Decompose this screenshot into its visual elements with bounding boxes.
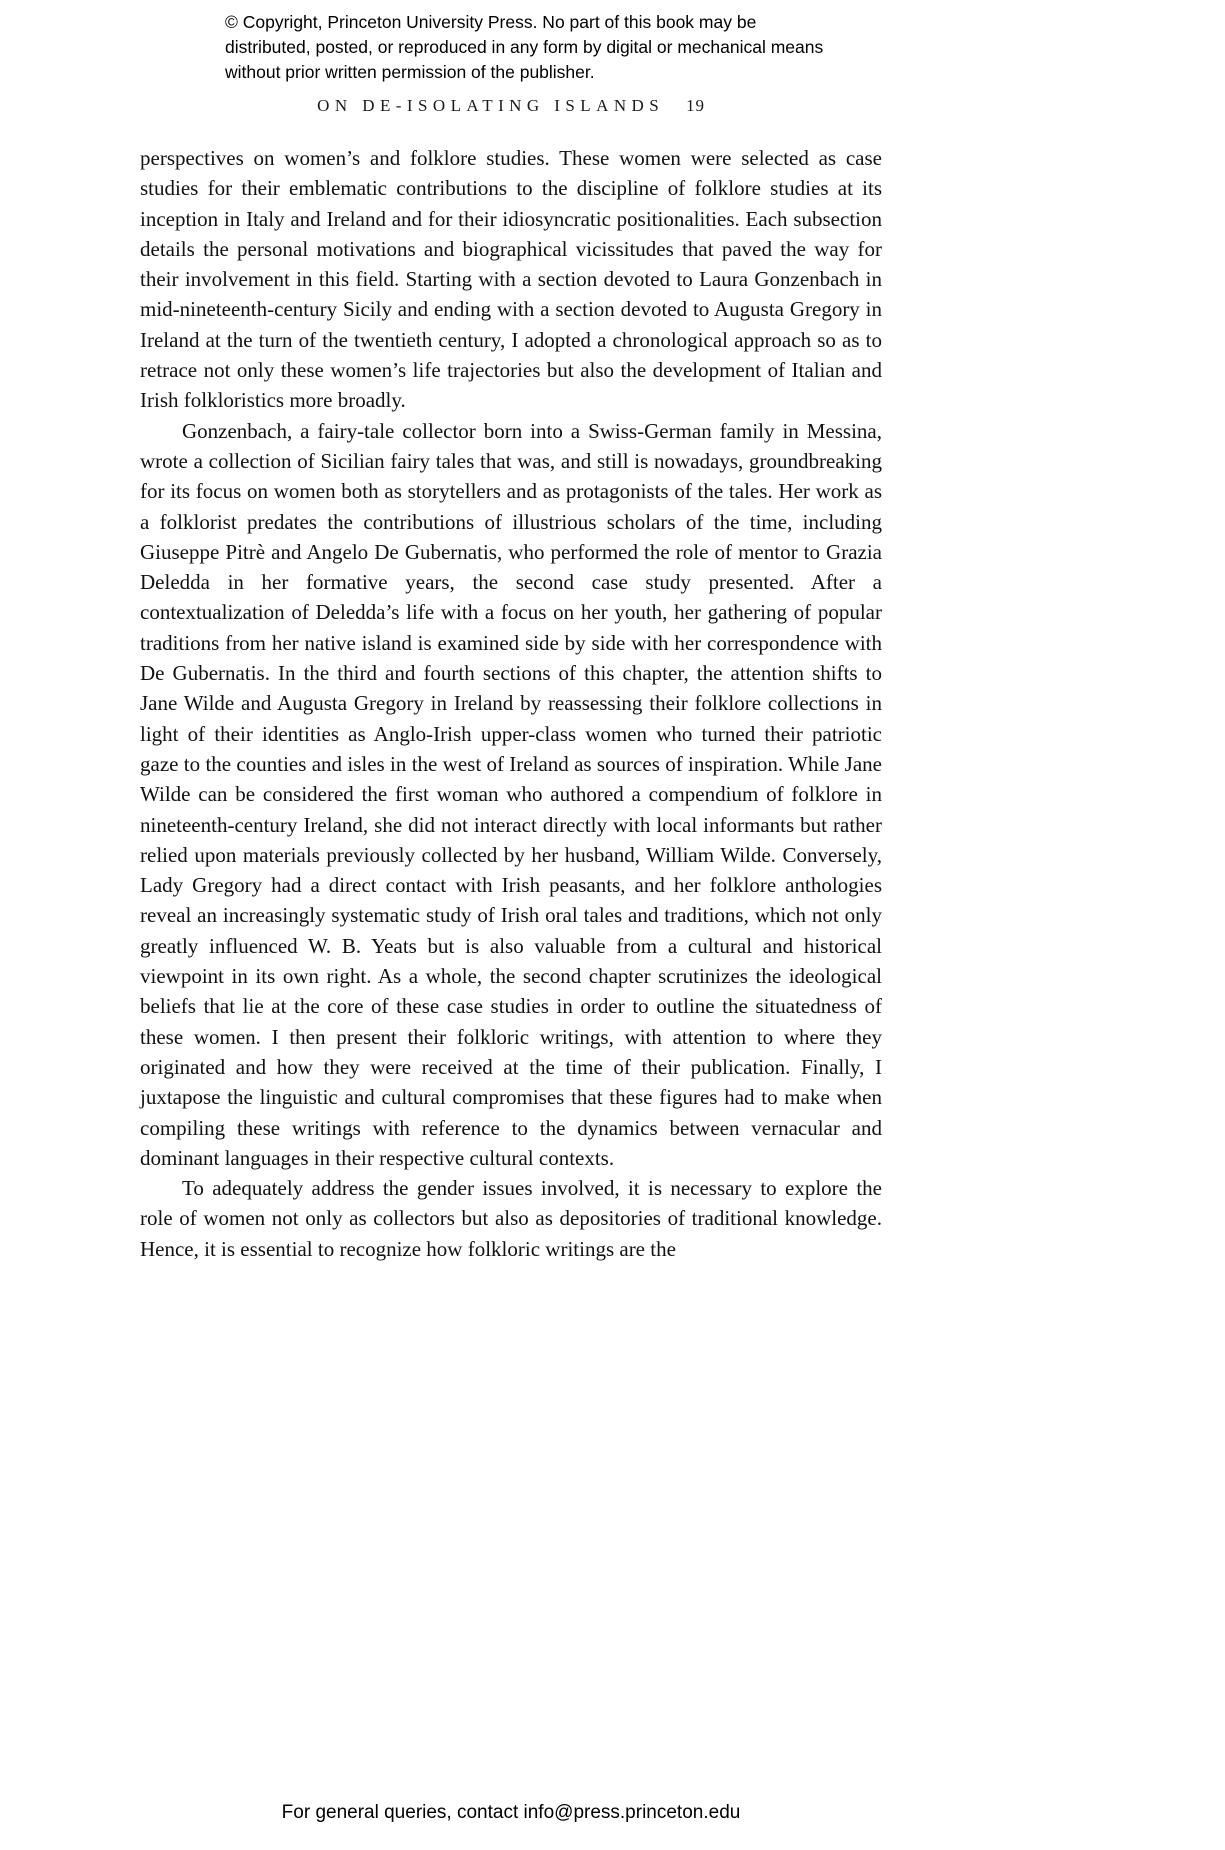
page-number: 19 xyxy=(686,96,705,115)
footer-contact-line: For general queries, contact info@press.princeton.edu xyxy=(281,1802,741,1823)
paragraph-2: Gonzenbach, a fairy-tale collector born into a Swiss-German family in Messina, wrote a collection of Sicilian fairy tales that was, and still is nowadays, groundbreaking for its focus on women both as storytellers and as protagonists of the tales. Her work as a folklorist predates the contributions of illustrious scholars of the time, including Giuseppe Pitrè and Angelo De Gubernatis, who performed the role of mentor to Grazia Deledda in her formative years, the second case study presented. After a contextualization of Deledda’s life with a focus on her youth, her gathering of popular traditions from her native island is examined side by side with her correspondence with De Gubernatis. In the third and fourth sections of this chapter, the attention shifts to Jane Wilde and Augusta Gregory in Ireland by reassessing their folklore collections in light of their identities as Anglo-Irish upper-class women who turned their patriotic gaze to the counties and isles in the west of Ireland as sources of inspiration. While Jane Wilde can be considered the first woman who authored a compendium of folklore in nineteenth-century Ireland, she did not interact directly with local informants but rather relied upon materials previously collected by her husband, William Wilde. Conversely, Lady Gregory had a direct contact with Irish peasants, and her folklore anthologies reveal an increasingly systematic study of Irish oral tales and traditions, which not only greatly influenced W. B. Yeats but is also valuable from a cultural and historical viewpoint in its own right. As a whole, the second chapter scrutinizes the ideological beliefs that lie at the core of these case studies in order to outline the situatedness of these women. I then present their folkloric writings, with attention to where they originated and how they were received at the time of their publication. Finally, I juxtapose the linguistic and cultural compromises that these figures had to make when compiling these writings with reference to the dynamics between vernacular and dominant languages in their respective cultural contexts. xyxy=(140,418,882,1170)
paragraph-3: To adequately address the gender issues involved, it is necessary to explore the role of women not only as collectors but also as depositories of traditional knowledge. Hence, it is essential to recognize how folkloric writings are the xyxy=(140,1176,882,1261)
body-text-block xyxy=(140,143,882,1264)
paragraph-1: perspectives on women’s and folklore studies. These women were selected as case studies for their emblematic contributions to the discipline of folklore studies at its inception in Italy and Ireland and for their idiosyncratic positionalities. Each subsection details the personal motivations and biographical vicissitudes that paved the way for their involvement in this field. Starting with a section devoted to Laura Gonzenbach in mid-nineteenth-century Sicily and ending with a section devoted to Augusta Gregory in Ireland at the turn of the twentieth century, I adopted a chronological approach so as to retrace not only these women’s life trajectories but also the development of Italian and Irish folkloristics more broadly. xyxy=(140,146,882,413)
running-header xyxy=(140,96,882,116)
copyright-notice: © Copyright, Princeton University Press. No part of this book may be distributed, posted, or reproduced in any form by digital or mechanical means without prior written permission of the publisher. xyxy=(225,12,824,82)
running-header-title: ON DE-ISOLATING ISLANDS xyxy=(317,96,665,115)
